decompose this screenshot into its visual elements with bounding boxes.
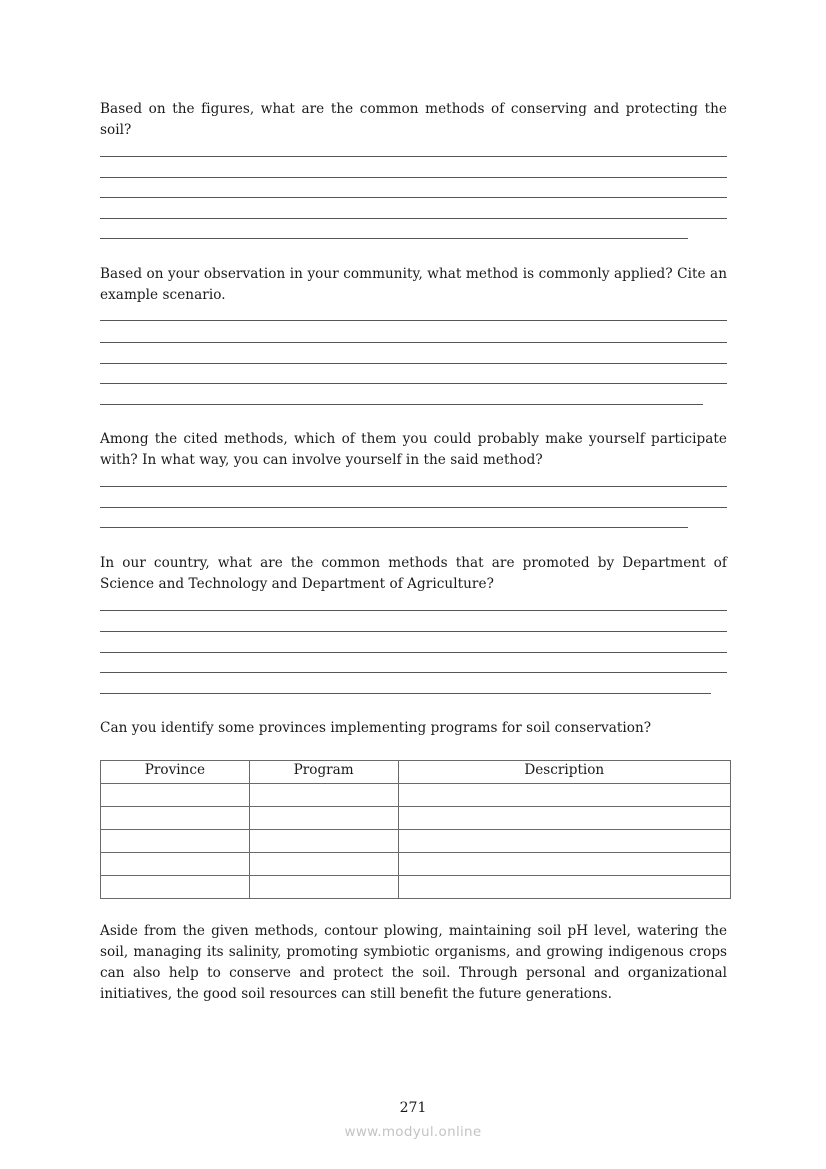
answer-line[interactable] [100, 156, 727, 157]
question-1-text: Based on the figures, what are the common methods of conserving and protecting the soil? [100, 101, 727, 138]
watermark: www.modyul.online [344, 1124, 482, 1140]
answer-line[interactable] [100, 383, 727, 384]
program-cell[interactable] [249, 807, 398, 830]
table-row [101, 876, 731, 899]
program-input[interactable] [250, 807, 398, 829]
table-row [101, 853, 731, 876]
answer-line[interactable] [100, 342, 727, 343]
header-province: Province [101, 761, 250, 784]
program-cell[interactable] [249, 784, 398, 807]
program-input[interactable] [250, 784, 398, 806]
program-cell[interactable] [249, 830, 398, 853]
table-header-row [101, 761, 731, 784]
program-input[interactable] [250, 876, 398, 898]
answer-line[interactable] [100, 363, 727, 364]
province-input[interactable] [101, 830, 249, 852]
province-input[interactable] [101, 784, 249, 806]
description-input[interactable] [399, 876, 730, 898]
province-cell[interactable] [101, 853, 250, 876]
description-input[interactable] [399, 807, 730, 829]
answer-line[interactable] [100, 507, 727, 508]
question-3-text: Among the cited methods, which of them you could probably make yourself participate with? In what way, you can involve yourself in the said method? [100, 431, 727, 468]
closing-paragraph: Aside from the given methods, contour plowing, maintaining soil pH level, watering the soil, managing its salinity, promoting symbiotic organisms, and growing indigenous crops can also help to conserve and protect the soil. Through personal and organizational initiatives, the good soil resources can still benefit the future generations. [100, 923, 727, 1002]
question-2-text: Based on your observation in your community, what method is commonly applied? Cite an example scenario. [100, 266, 727, 303]
description-input[interactable] [399, 853, 730, 875]
province-cell[interactable] [101, 807, 250, 830]
description-cell[interactable] [398, 830, 730, 853]
description-cell[interactable] [398, 784, 730, 807]
answer-line[interactable] [100, 610, 727, 611]
description-cell[interactable] [398, 853, 730, 876]
program-cell[interactable] [249, 853, 398, 876]
answer-line[interactable] [100, 486, 727, 487]
question-5-text: Can you identify some provinces implementing programs for soil conservation? [100, 720, 652, 736]
question-4-text: In our country, what are the common methods that are promoted by Department of Science and Technology and Department of Agriculture? [100, 555, 727, 592]
description-input[interactable] [399, 830, 730, 852]
answer-line[interactable] [100, 320, 727, 321]
description-cell[interactable] [398, 876, 730, 899]
province-input[interactable] [101, 876, 249, 898]
header-program: Program [249, 761, 398, 784]
province-cell[interactable] [101, 876, 250, 899]
program-cell[interactable] [249, 876, 398, 899]
province-input[interactable] [101, 853, 249, 875]
table-row [101, 830, 731, 853]
description-cell[interactable] [398, 807, 730, 830]
answer-line[interactable] [100, 527, 688, 528]
page-number: 271 [399, 1100, 427, 1116]
program-input[interactable] [250, 853, 398, 875]
province-cell[interactable] [101, 784, 250, 807]
program-input[interactable] [250, 830, 398, 852]
header-description: Description [398, 761, 730, 784]
answer-line[interactable] [100, 197, 727, 198]
province-input[interactable] [101, 807, 249, 829]
answer-line[interactable] [100, 238, 688, 239]
answer-line[interactable] [100, 177, 727, 178]
description-input[interactable] [399, 784, 730, 806]
answer-line[interactable] [100, 404, 703, 405]
table-row [101, 807, 731, 830]
province-cell[interactable] [101, 830, 250, 853]
table-row [101, 784, 731, 807]
answer-line[interactable] [100, 652, 727, 653]
answer-line[interactable] [100, 693, 711, 694]
answer-line[interactable] [100, 218, 727, 219]
province-program-table [100, 760, 731, 899]
answer-line[interactable] [100, 631, 727, 632]
answer-line[interactable] [100, 672, 727, 673]
